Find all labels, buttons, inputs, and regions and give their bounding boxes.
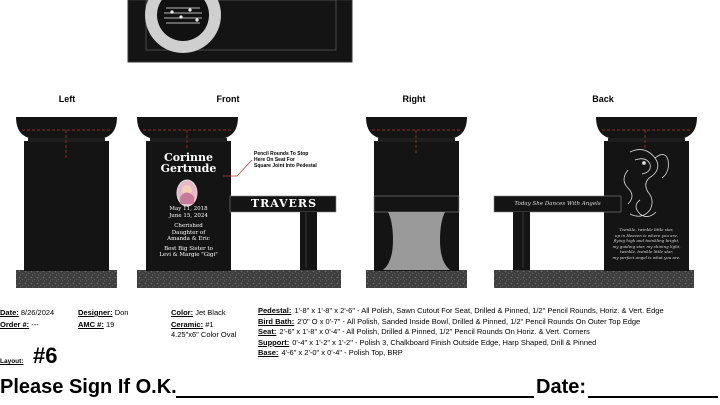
designer-field [78,308,128,317]
top-view [128,0,352,62]
base-rock [366,270,467,288]
spec-text: 4'-6" x 2'-0" x 0'-4" - Polish Top, BRP [281,348,403,358]
epitaph-line: Amanda & Eric [167,236,210,242]
signature-line[interactable] [176,396,534,398]
first-name: Corinne [163,151,214,164]
harp-support [383,212,450,270]
layout-label-text: Layout: [0,358,24,365]
poem-line: my guiding star, my shining light, [612,243,681,249]
spec-row [258,317,720,328]
view-title-front: Front [216,94,240,104]
view-title-back: Back [592,94,614,104]
spec-text: 0'-4" x 1'-2" x 1'-2" - Polish 3, Chalkboard Finish Outside Edge, Harp Shaped, Drill & Pinned [292,337,597,347]
ceramic-field [171,320,214,329]
right-view [366,117,467,288]
poem-line: twinkle, twinkle little star, [619,249,674,254]
death-date: June 15, 2024 [169,212,208,219]
spec-label: Pedestal: [258,306,292,315]
birth-date: May 11, 2018 [169,206,208,212]
color-label: Color: [171,308,194,317]
date-sign-line[interactable] [588,396,718,398]
epitaph-line: Best Big Sister to [164,245,213,252]
spec-label: Bird Bath: [258,316,295,326]
view-title-left: Left [58,94,76,104]
layout-number: #6 [33,343,58,368]
base-rock [494,270,694,288]
epitaph-line: Cherished [174,223,203,229]
spec-text: 2'-6" x 1'-8" x 0'-4" - All Polish, Drilled & Pinned, 1/2" Pencil Rounds On Horiz. & Vert. Corners [279,327,590,337]
amc-value: 19 [105,320,115,329]
spec-row [258,338,720,349]
designer-value: Don [114,308,129,317]
order-label: Order #: [0,320,30,329]
left-view [16,117,117,288]
spec-label: Base: [258,348,279,358]
poem-line: up in Heaven is where you are, [614,232,679,238]
poem-line: flying high and twinkling bright, [613,238,680,243]
poem-line: Twinkle, twinkle little star, [619,227,674,232]
amc-label: AMC #: [78,320,104,329]
color-value: Jet Black [195,308,226,317]
date-field [0,308,54,317]
ceramic-value: #1 [205,320,214,329]
spec-list [258,306,720,359]
back-poem [604,227,689,260]
spec-label: Seat: [258,327,277,337]
spec-row [258,348,720,359]
date-value: 8/26/2024 [20,308,55,317]
note-line: Here On Seat For [254,157,295,163]
view-title-right: Right [402,94,426,104]
spec-text: 1'-8" x 1'-8" x 2'-6" - All Polish, Sawn Cutout For Seat, Drilled & Pinned, 1/2" Pencil Rounds, Horiz. & Vert. Edge [294,306,664,315]
front-inscription [146,152,231,175]
back-seat-text: Today She Dances With Angels [514,201,601,207]
sign-label: Please Sign If O.K. [0,376,177,398]
ceramic-desc: 4.25"x6" Color Oval [171,330,237,339]
note-line: Pencil Rounds To Stop [254,151,309,157]
spec-row [258,327,720,338]
order-field [0,320,39,329]
note-line: Square Joint Into Pedestal [254,163,317,169]
front-epitaph [146,206,231,259]
amc-field [78,320,114,329]
last-name: Gertrude [160,162,217,175]
layout-label [0,358,23,365]
seat-note [254,151,317,169]
base-rock [16,270,117,288]
poem-line: my perfect angel is what you are. [612,254,681,260]
spec-text: 2'0" O x 0'-7" - All Polish, Sanded Inside Bowl, Drilled & Pinned, 1/2" Pencil Rounds On Outer Top Edge [297,316,641,326]
signature-row [0,376,720,402]
seat-name: TRAVERS [250,197,318,210]
epitaph-line: Levi & Margie "Gigi" [159,252,218,258]
date-label: Date: [0,308,19,317]
ceramic-label: Ceramic: [171,320,204,329]
spec-row [258,306,720,317]
date-sign-label: Date: [536,376,587,398]
birdbath-bowl [16,117,117,138]
epitaph-line: Daughter of [171,229,206,236]
color-field [171,308,226,317]
designer-label: Designer: [78,308,113,317]
base-rock [137,270,341,288]
spec-label: Support: [258,337,290,347]
order-value: --- [31,320,39,329]
